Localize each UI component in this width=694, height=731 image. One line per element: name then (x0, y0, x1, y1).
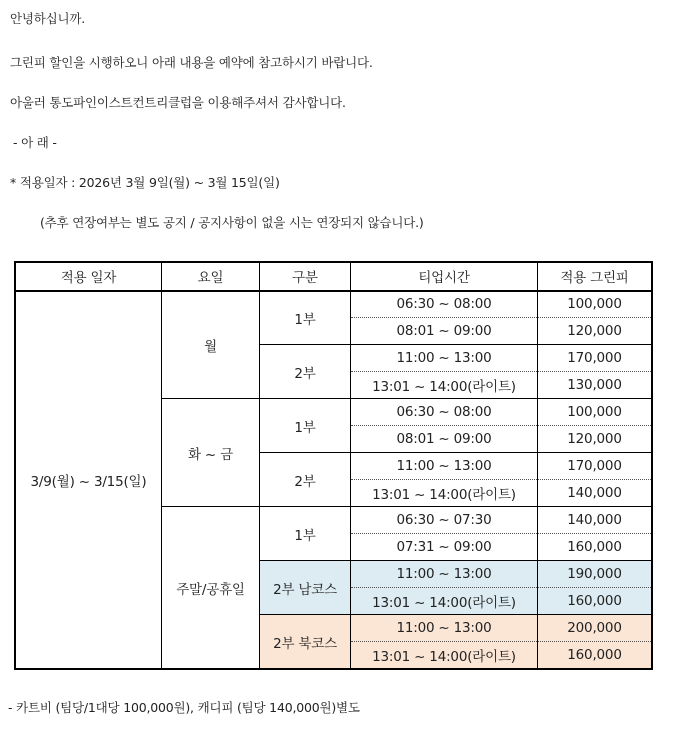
fee-cell: 200,000 (538, 615, 652, 642)
teetime-cell: 13:01 ~ 14:00(라이트) (351, 588, 538, 615)
header-date: 적용 일자 (16, 263, 162, 291)
fee-cell: 120,000 (538, 318, 652, 345)
intro-text: 그린피 할인을 시행하오니 아래 내용을 예약에 참고하시기 바랍니다. (10, 55, 373, 70)
teetime-cell: 08:01 ~ 09:00 (351, 318, 538, 345)
part-north-course-cell: 2부 북코스 (260, 615, 351, 669)
header-teetime: 티업시간 (351, 263, 538, 291)
teetime-cell: 13:01 ~ 14:00(라이트) (351, 642, 538, 669)
fee-cell: 130,000 (538, 372, 652, 399)
teetime-cell: 06:30 ~ 08:00 (351, 399, 538, 426)
teetime-cell: 07:31 ~ 09:00 (351, 534, 538, 561)
teetime-cell: 13:01 ~ 14:00(라이트) (351, 372, 538, 399)
teetime-cell: 13:01 ~ 14:00(라이트) (351, 480, 538, 507)
extension-note: (추후 연장여부는 별도 공지 / 공지사항이 없을 시는 연장되지 않습니다.) (40, 215, 424, 230)
fee-cell: 140,000 (538, 480, 652, 507)
day-mon-cell: 월 (162, 291, 260, 399)
teetime-cell: 06:30 ~ 07:30 (351, 507, 538, 534)
header-day: 요일 (162, 263, 260, 291)
table-header-row (16, 263, 652, 291)
part-cell: 1부 (260, 507, 351, 561)
fee-cell: 100,000 (538, 399, 652, 426)
greeting-text: 안녕하십니까. (10, 11, 86, 26)
part-cell: 2부 (260, 453, 351, 507)
teetime-cell: 11:00 ~ 13:00 (351, 345, 538, 372)
teetime-cell: 11:00 ~ 13:00 (351, 561, 538, 588)
day-weekend-cell: 주말/공휴일 (162, 507, 260, 669)
fee-cell: 120,000 (538, 426, 652, 453)
fee-cell: 100,000 (538, 291, 652, 318)
footer-note: - 카트비 (팀당/1대당 100,000원), 캐디피 (팀당 140,000원)별도 (8, 700, 360, 715)
fee-cell: 170,000 (538, 453, 652, 480)
header-fee: 적용 그린피 (538, 263, 652, 291)
part-south-course-cell: 2부 남코스 (260, 561, 351, 615)
header-part: 구분 (260, 263, 351, 291)
table-row (16, 291, 652, 318)
fee-cell: 190,000 (538, 561, 652, 588)
teetime-cell: 11:00 ~ 13:00 (351, 615, 538, 642)
fee-cell: 160,000 (538, 534, 652, 561)
teetime-cell: 11:00 ~ 13:00 (351, 453, 538, 480)
teetime-cell: 08:01 ~ 09:00 (351, 426, 538, 453)
part-cell: 2부 (260, 345, 351, 399)
period-text: * 적용일자 : 2026년 3월 9일(월) ~ 3월 15일(일) (10, 175, 280, 190)
date-range-cell: 3/9(월) ~ 3/15(일) (16, 291, 162, 669)
below-marker: - 아 래 - (13, 135, 57, 150)
day-tue-fri-cell: 화 ~ 금 (162, 399, 260, 507)
greenfee-table (15, 262, 652, 669)
fee-cell: 160,000 (538, 588, 652, 615)
teetime-cell: 06:30 ~ 08:00 (351, 291, 538, 318)
fee-cell: 160,000 (538, 642, 652, 669)
fee-cell: 140,000 (538, 507, 652, 534)
part-cell: 1부 (260, 291, 351, 345)
fee-cell: 170,000 (538, 345, 652, 372)
thanks-text: 아울러 통도파인이스트컨트리클럽을 이용해주셔서 감사합니다. (10, 95, 346, 110)
part-cell: 1부 (260, 399, 351, 453)
